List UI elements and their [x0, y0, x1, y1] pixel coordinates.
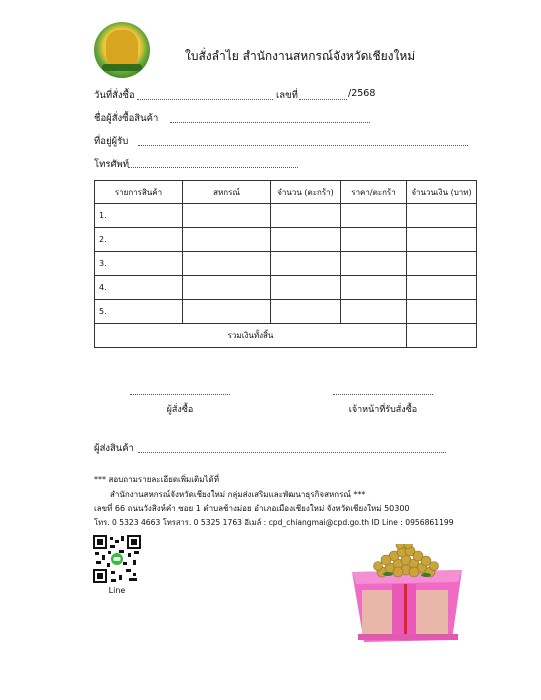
logo-ribbon	[102, 64, 142, 71]
date-label: วันที่สั่งซื้อ	[94, 90, 135, 101]
cell-price[interactable]	[341, 276, 407, 300]
contact-phones: โทร. 0 5323 4663 โทรสาร. 0 5325 1763 อีเมล์ : cpd_chiangmai@cpd.go.th ID Line : 0956861199	[94, 518, 454, 527]
phone-field[interactable]	[128, 167, 298, 168]
cell-price[interactable]	[341, 252, 407, 276]
cell-quantity[interactable]	[271, 300, 341, 324]
officer-signature-line[interactable]	[333, 394, 433, 395]
cell-amount[interactable]	[407, 276, 477, 300]
number-field[interactable]	[299, 99, 347, 100]
orderer-label: ผู้สั่งซื้อ	[166, 405, 194, 415]
year-suffix: /2568	[348, 88, 376, 99]
cell-price[interactable]	[341, 204, 407, 228]
cell-price[interactable]	[341, 228, 407, 252]
phone-label: โทรศัพท์	[94, 159, 130, 170]
table-header-row	[95, 181, 477, 204]
logo-emblem	[106, 30, 138, 66]
sender-label: ผู้ส่งสินค้า	[94, 443, 134, 454]
header-item: รายการสินค้า	[95, 181, 183, 204]
cell-amount[interactable]	[407, 300, 477, 324]
cell-cooperative[interactable]	[183, 204, 271, 228]
cell-cooperative[interactable]	[183, 228, 271, 252]
contact-note: *** สอบถามรายละเอียดเพิ่มเติมได้ที่	[94, 475, 219, 484]
buyer-label: ชื่อผู้สั่งซื้อสินค้า	[94, 113, 159, 124]
cell-amount[interactable]	[407, 228, 477, 252]
table-row	[95, 252, 477, 276]
address-label: ที่อยู่ผู้รับ	[94, 136, 129, 147]
table-row	[95, 228, 477, 252]
table-row	[95, 276, 477, 300]
header-cooperative: สหกรณ์	[183, 181, 271, 204]
header-quantity: จำนวน (ตะกร้า)	[271, 181, 341, 204]
header-price: ราคา/ตะกร้า	[341, 181, 407, 204]
date-field[interactable]	[137, 99, 273, 100]
table-total-row	[95, 324, 477, 348]
cell-cooperative[interactable]	[183, 252, 271, 276]
cell-cooperative[interactable]	[183, 276, 271, 300]
row-number: 4.	[95, 276, 183, 300]
officer-label: เจ้าหน้าที่รับสั่งซื้อ	[348, 405, 418, 415]
contact-address: เลขที่ 66 ถนนวังสิงห์คำ ซอย 1 ตำบลช้างม่อย อำเภอเมืองเชียงใหม่ จังหวัดเชียงใหม่ 50300	[94, 504, 410, 513]
cell-price[interactable]	[341, 300, 407, 324]
buyer-field[interactable]	[170, 122, 370, 123]
address-field[interactable]	[138, 145, 468, 146]
header-amount: จำนวนเงิน (บาท)	[407, 181, 477, 204]
cooperative-seal-logo	[94, 22, 150, 78]
sender-field[interactable]	[138, 452, 446, 453]
row-number: 2.	[95, 228, 183, 252]
qr-pattern	[93, 535, 141, 583]
row-number: 5.	[95, 300, 183, 324]
order-table	[94, 180, 477, 348]
cell-quantity[interactable]	[271, 204, 341, 228]
orderer-signature-line[interactable]	[130, 394, 230, 395]
number-label: เลขที่	[276, 90, 298, 101]
cell-quantity[interactable]	[271, 228, 341, 252]
cell-amount[interactable]	[407, 252, 477, 276]
total-label: รวมเงินทั้งสิ้น	[95, 324, 407, 348]
line-qr-code	[93, 535, 141, 583]
qr-label: Line	[108, 586, 126, 595]
table-row	[95, 204, 477, 228]
cell-quantity[interactable]	[271, 252, 341, 276]
cell-amount[interactable]	[407, 204, 477, 228]
longan-basket-photo	[348, 544, 466, 650]
row-number: 3.	[95, 252, 183, 276]
contact-office: สำนักงานสหกรณ์จังหวัดเชียงใหม่ กลุ่มส่งเสริมและพัฒนาธุรกิจสหกรณ์ ***	[110, 490, 366, 499]
row-number: 1.	[95, 204, 183, 228]
page-title: ใบสั่งลำไย สำนักงานสหกรณ์จังหวัดเชียงใหม่	[185, 49, 416, 63]
table-row	[95, 300, 477, 324]
total-amount-cell[interactable]	[407, 324, 477, 348]
cell-quantity[interactable]	[271, 276, 341, 300]
cell-cooperative[interactable]	[183, 300, 271, 324]
